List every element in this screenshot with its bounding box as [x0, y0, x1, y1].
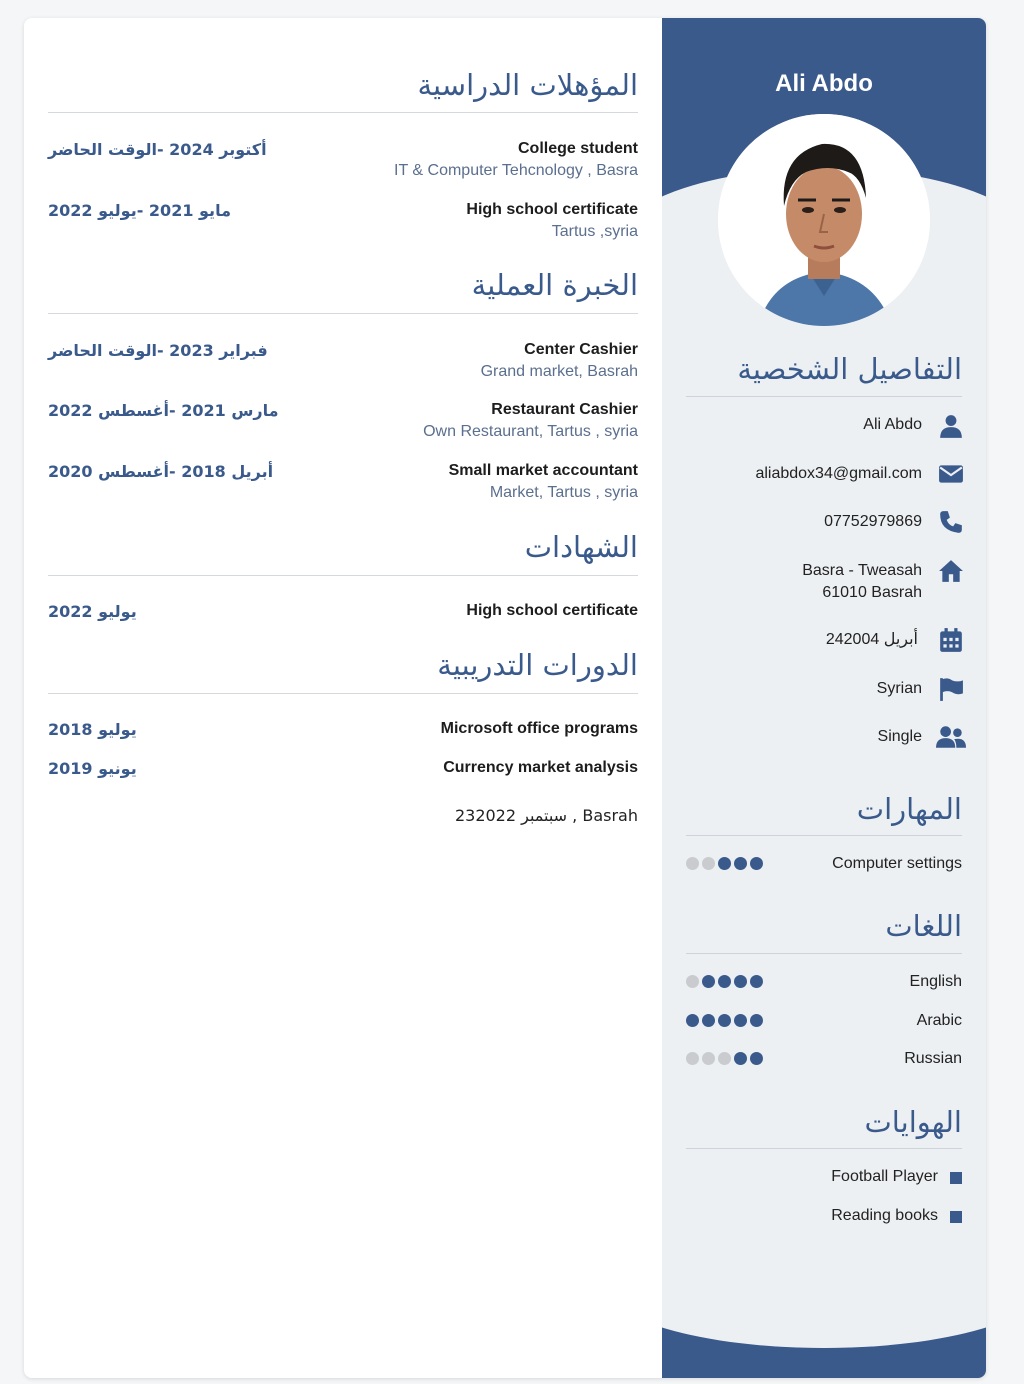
- entry-place: IT & Computer Tehcnology , Basra: [394, 162, 638, 179]
- rating-dot: [734, 975, 747, 988]
- entry-role: College student: [517, 140, 638, 157]
- entry-date: يونيو 2019: [48, 759, 137, 778]
- phone-icon: [938, 509, 964, 535]
- entry-role: Currency market analysis: [443, 759, 638, 776]
- info-address-line2: 61010 Basrah: [822, 584, 922, 601]
- language-label: Arabic: [916, 1012, 962, 1029]
- entry-place: Market, Tartus , syria: [489, 484, 638, 501]
- flag-icon: [938, 676, 964, 702]
- rating-dot: [718, 1014, 731, 1027]
- bullet-square-icon: [950, 1211, 962, 1223]
- users-icon: [936, 724, 966, 750]
- languages-divider: [686, 953, 962, 954]
- rating-dot: [702, 1052, 715, 1065]
- sidebar-footer-curve: [662, 1218, 986, 1348]
- entry-date: أكتوبر 2024 -الوقت الحاضر: [48, 140, 267, 159]
- envelope-icon: [938, 461, 964, 487]
- entry-place: Own Restaurant, Tartus , syria: [423, 423, 638, 440]
- bullet-square-icon: [950, 1172, 962, 1184]
- profile-name: Ali Abdo: [775, 70, 873, 97]
- entry-role: High school certificate: [466, 201, 638, 218]
- rating-dot: [686, 857, 699, 870]
- rating-dot: [702, 1014, 715, 1027]
- hobby-item: Football Player: [831, 1168, 938, 1185]
- entry-role: Microsoft office programs: [440, 720, 638, 737]
- rating-dot: [718, 975, 731, 988]
- rating-dot: [750, 1052, 763, 1065]
- entry-date: مايو 2021 -يوليو 2022: [48, 201, 231, 220]
- entry-date: مارس 2021 -أغسطس 2022: [48, 401, 279, 420]
- hobby-item: Reading books: [831, 1207, 938, 1224]
- resume-card: [24, 18, 986, 1378]
- experience-divider: [48, 313, 638, 314]
- entry-date: يوليو 2018: [48, 720, 137, 739]
- rating-dot: [718, 1052, 731, 1065]
- rating-dot: [702, 857, 715, 870]
- rating-dot: [702, 975, 715, 988]
- rating-dot: [750, 857, 763, 870]
- language-rating: [686, 1014, 763, 1027]
- experience-title: الخبرة العملية: [471, 268, 638, 302]
- rating-dot: [734, 1052, 747, 1065]
- personal-divider: [686, 396, 962, 397]
- courses-divider: [48, 693, 638, 694]
- signature-line: 23سبتمبر 2022 , Basrah: [454, 806, 638, 825]
- certificates-title: الشهادات: [524, 530, 638, 564]
- entry-date: فبراير 2023 -الوقت الحاضر: [48, 341, 268, 360]
- education-title: المؤهلات الدراسية: [417, 68, 638, 102]
- rating-dot: [750, 975, 763, 988]
- entry-role: Center Cashier: [524, 341, 638, 358]
- entry-role: Small market accountant: [448, 462, 638, 479]
- hobbies-title: الهوايات: [864, 1105, 962, 1139]
- language-label: English: [909, 973, 962, 990]
- skill-label: Computer settings: [832, 855, 962, 872]
- calendar-icon: [938, 627, 964, 653]
- info-birth: 24أبريل 2004: [825, 631, 918, 648]
- languages-title: اللغات: [885, 909, 962, 943]
- education-divider: [48, 112, 638, 113]
- language-rating: [686, 975, 763, 988]
- info-email[interactable]: aliabdox34@gmail.com: [755, 465, 922, 482]
- portrait-image: [718, 114, 930, 326]
- hobbies-divider: [686, 1148, 962, 1149]
- skills-title: المهارات: [856, 792, 962, 826]
- profile-photo: [718, 114, 930, 326]
- rating-dot: [686, 975, 699, 988]
- user-icon: [938, 413, 964, 439]
- entry-role: High school certificate: [466, 602, 638, 619]
- sidebar: [662, 18, 986, 1378]
- rating-dot: [718, 857, 731, 870]
- rating-dot: [734, 857, 747, 870]
- certificates-divider: [48, 575, 638, 576]
- info-status: Single: [877, 728, 922, 745]
- entry-date: يوليو 2022: [48, 602, 137, 621]
- rating-dot: [686, 1052, 699, 1065]
- rating-dot: [686, 1014, 699, 1027]
- skills-divider: [686, 835, 962, 836]
- entry-place: Tartus ,syria: [551, 223, 638, 240]
- skill-rating: [686, 857, 763, 870]
- entry-place: Grand market, Basrah: [480, 363, 638, 380]
- info-address-line1: Basra - Tweasah: [802, 562, 922, 579]
- info-nationality: Syrian: [876, 680, 922, 697]
- rating-dot: [734, 1014, 747, 1027]
- main-column: [24, 18, 662, 1378]
- rating-dot: [750, 1014, 763, 1027]
- personal-title: التفاصيل الشخصية: [737, 352, 962, 386]
- home-icon: [938, 558, 964, 584]
- entry-date: أبريل 2018 -أغسطس 2020: [48, 462, 274, 481]
- language-label: Russian: [904, 1050, 962, 1067]
- entry-role: Restaurant Cashier: [491, 401, 638, 418]
- info-phone[interactable]: 07752979869: [824, 513, 922, 530]
- language-rating: [686, 1052, 763, 1065]
- info-full-name: Ali Abdo: [863, 416, 922, 433]
- courses-title: الدورات التدريبية: [437, 648, 638, 682]
